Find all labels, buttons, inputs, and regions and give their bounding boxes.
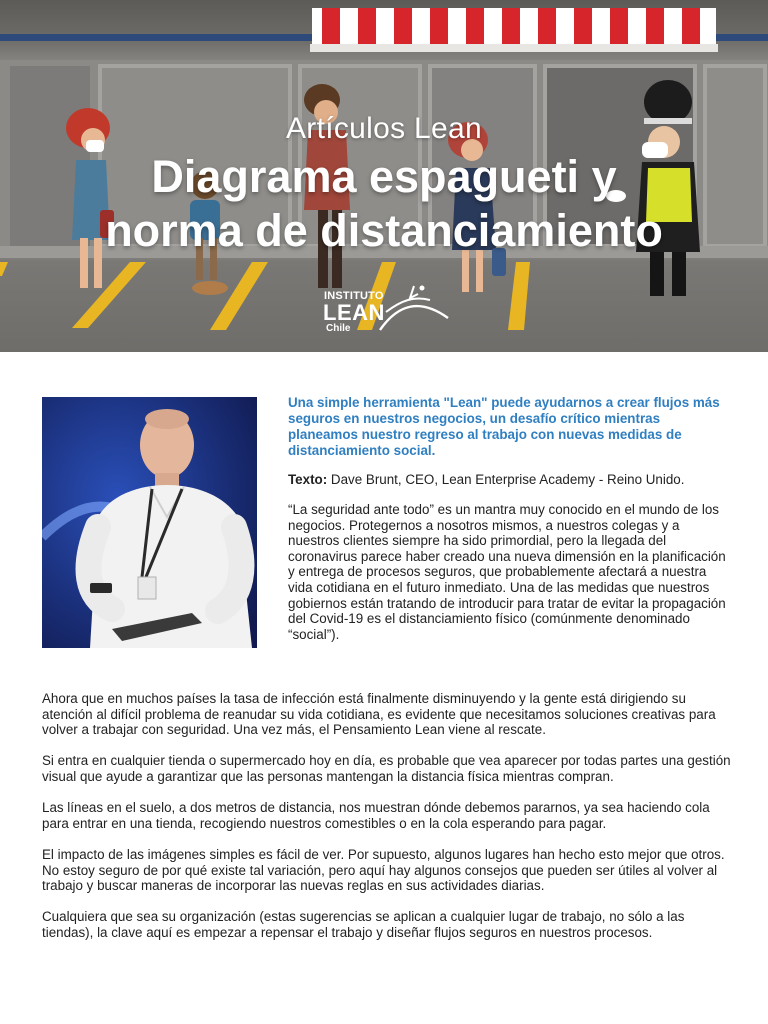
body-paragraph: Las líneas en el suelo, a dos metros de distancia, nos muestran dónde debemos pararnos, ya sea haciendo cola para entrar en una tienda, recogiendo nuestros comestibles o en la cola esperando para pagar.	[42, 800, 710, 831]
body-paragraph: El impacto de las imágenes simples es fácil de ver. Por supuesto, algunos lugares han hecho esto mejor que otros. No estoy seguro de por qué existe tal variación, pero aquí hay algunos consejos que pueden ser útiles al volver al trabajo y buscar maneras de incorporar las nuevas reglas en sus actividades diarias.	[42, 846, 725, 894]
body-paragraph: Si entra en cualquier tienda o supermercado hoy en día, es probable que vea aparecer por todas partes una gestión visual que ayude a garantizar que las personas mantengan la distancia física mientras compran.	[42, 753, 731, 784]
author-label: Texto:	[288, 472, 328, 487]
article-lead: Una simple herramienta "Lean" puede ayudarnos a crear flujos más seguros en nuestros negocios, un desafío crítico mientras planeamos nuestro regreso al trabajo con nuevas medidas de distanciamiento social.	[288, 395, 720, 458]
title-line-2: norma de distanciamiento	[105, 205, 663, 256]
title-line-1: Diagrama espagueti y	[151, 151, 617, 202]
body-paragraph: Cualquiera que sea su organización (estas sugerencias se aplican a cualquier lugar de trabajo, no sólo a las tiendas), la clave aquí es empezar a repensar el trabajo y diseñar flujos seguros en nuestros procesos.	[42, 909, 685, 940]
logo-top-text: INSTITUTO	[324, 290, 384, 302]
instituto-lean-logo	[322, 282, 452, 338]
speaker-photo	[42, 397, 257, 648]
article-author	[288, 472, 728, 488]
page-title	[20, 150, 748, 258]
logo-main-text: LEAN	[323, 300, 385, 325]
author-text: Dave Brunt, CEO, Lean Enterprise Academy - Reino Unido.	[327, 472, 685, 487]
body-paragraph: Ahora que en muchos países la tasa de infección está finalmente disminuyendo y la gente está dirigiendo su atención al difícil problema de reanudar su vida cotidiana, es evidente que necesitamos soluciones creativas para volver a trabajar con seguridad. Una vez más, el Pensamiento Lean viene al rescate.	[42, 691, 716, 738]
awning	[310, 8, 718, 52]
logo-sub-text: Chile	[326, 323, 351, 334]
article-body	[42, 691, 732, 956]
hero-banner	[0, 0, 768, 352]
speaker-illustration	[42, 397, 257, 648]
hero-kicker: Artículos Lean	[286, 112, 482, 145]
logo-swoosh-icon	[374, 282, 452, 334]
article-intro: “La seguridad ante todo” es un mantra muy conocido en el mundo de los negocios. Protegernos a nosotros mismos, a nuestros colegas y a nuestros clientes siempre ha sido primordial, pero la llegada del coronavirus parece haber creado una nueva dimensión en la planificación y entrega de procesos seguros, que probablemente afectará a nuestra vida cotidiana en el futuro inmediato. Una de las medidas que nuestros gobiernos están tratando de introducir para tratar de evitar la propagación del Covid-19 es el distanciamiento físico (comúnmente denominado “social”).	[288, 502, 726, 642]
